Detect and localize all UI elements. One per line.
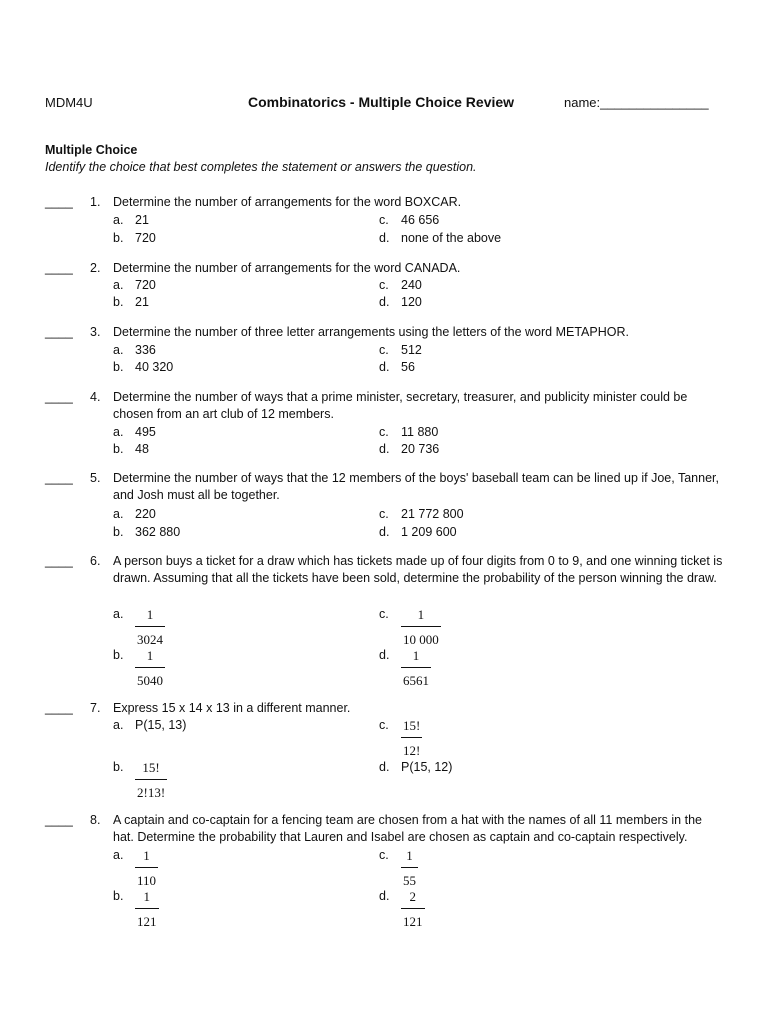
fraction-bar xyxy=(401,737,422,738)
choice-value: 495 xyxy=(135,425,156,439)
choice-value: 21 772 800 xyxy=(401,507,464,521)
fraction xyxy=(401,606,441,648)
denominator: 3024 xyxy=(137,632,163,647)
choice-letter: d. xyxy=(379,648,390,662)
choice-letter: a. xyxy=(113,607,124,621)
choice-value: 362 880 xyxy=(135,525,181,539)
question-number: 4. xyxy=(90,390,101,404)
choice-letter: c. xyxy=(379,607,389,621)
fraction xyxy=(401,647,431,689)
choice-value: 11 880 xyxy=(401,425,439,439)
denominator: 5040 xyxy=(137,673,163,688)
fraction-bar xyxy=(135,667,165,668)
answer-blank[interactable]: ____ xyxy=(45,471,73,485)
choice-letter: c. xyxy=(379,278,389,292)
choice-letter: d. xyxy=(379,889,390,903)
fraction xyxy=(401,888,425,930)
fraction xyxy=(401,717,422,759)
choice-value: 240 xyxy=(401,278,422,292)
denominator: 6561 xyxy=(403,673,429,688)
numerator: 15! xyxy=(142,760,160,775)
denominator: 2!13! xyxy=(137,785,166,800)
choice-letter: d. xyxy=(379,760,390,774)
fraction-bar xyxy=(135,626,165,627)
question-number: 5. xyxy=(90,471,101,485)
choice-letter: a. xyxy=(113,278,124,292)
choice-value: 512 xyxy=(401,343,422,357)
choice-letter: a. xyxy=(113,425,124,439)
answer-blank[interactable]: ____ xyxy=(45,390,73,404)
denominator: 10 000 xyxy=(403,632,439,647)
fraction xyxy=(135,847,158,889)
choice-value: P(15, 12) xyxy=(401,760,453,774)
choice-letter: a. xyxy=(113,343,124,357)
choice-letter: a. xyxy=(113,718,124,732)
question-text: Express 15 x 14 x 13 in a different manner. xyxy=(113,701,351,715)
fraction-bar xyxy=(135,779,167,780)
fraction-bar xyxy=(135,908,159,909)
choice-value: none of the above xyxy=(401,231,502,245)
choice-letter: a. xyxy=(113,848,124,862)
choice-letter: c. xyxy=(379,718,389,732)
choice-letter: d. xyxy=(379,360,390,374)
fraction xyxy=(135,606,165,648)
choice-letter: b. xyxy=(113,442,124,456)
choice-letter: b. xyxy=(113,889,124,903)
numerator: 1 xyxy=(146,648,154,663)
denominator: 55 xyxy=(403,873,416,888)
choice-letter: c. xyxy=(379,848,389,862)
choice-letter: b. xyxy=(113,360,124,374)
course-code: MDM4U xyxy=(45,95,93,110)
choice-letter: b. xyxy=(113,760,124,774)
choice-letter: b. xyxy=(113,525,124,539)
question-text: Determine the number of arrangements for the word CANADA. xyxy=(113,261,461,275)
numerator: 1 xyxy=(143,889,150,904)
choice-letter: b. xyxy=(113,648,124,662)
choice-value: P(15, 13) xyxy=(135,718,187,732)
fraction xyxy=(401,847,418,889)
choice-letter: a. xyxy=(113,213,124,227)
choice-value: 48 xyxy=(135,442,149,456)
fraction xyxy=(135,888,159,930)
choice-value: 40 320 xyxy=(135,360,174,374)
question-text: Determine the number of three letter arrangements using the letters of the word METAPHOR. xyxy=(113,325,629,339)
choice-value: 46 656 xyxy=(401,213,440,227)
choice-value: 336 xyxy=(135,343,156,357)
question-number: 8. xyxy=(90,813,101,827)
name-field[interactable]: name:_______________ xyxy=(564,95,709,110)
choice-letter: c. xyxy=(379,213,389,227)
fraction xyxy=(135,759,167,801)
page-title: Combinatorics - Multiple Choice Review xyxy=(248,94,515,110)
choice-value: 220 xyxy=(135,507,156,521)
choice-letter: c. xyxy=(379,343,389,357)
numerator: 1 xyxy=(143,848,150,863)
question-text: Determine the number of ways that the 12 members of the boys' baseball team can be lined up if Joe, Tanner, and Josh must all be together. xyxy=(113,471,719,502)
fraction xyxy=(135,647,165,689)
choice-value: 56 xyxy=(401,360,415,374)
question-text: Determine the number of ways that a prime minister, secretary, treasurer, and publicity minister could be chosen from an art club of 12 members. xyxy=(113,390,688,421)
choice-value: 21 xyxy=(135,295,149,309)
answer-blank[interactable]: ____ xyxy=(45,554,73,568)
choice-letter: d. xyxy=(379,442,390,456)
answer-blank[interactable]: ____ xyxy=(45,701,73,715)
fraction-bar xyxy=(401,867,418,868)
fraction-bar xyxy=(401,908,425,909)
choice-letter: a. xyxy=(113,507,124,521)
choice-letter: d. xyxy=(379,295,390,309)
fraction-bar xyxy=(401,667,431,668)
numerator: 1 xyxy=(406,848,413,863)
question-number: 3. xyxy=(90,325,101,339)
choice-letter: b. xyxy=(113,295,124,309)
section-instructions: Identify the choice that best completes the statement or answers the question. xyxy=(45,160,477,174)
question-number: 1. xyxy=(90,195,101,209)
fraction-bar xyxy=(401,626,441,627)
numerator: 15! xyxy=(403,718,421,733)
question-number: 6. xyxy=(90,554,101,568)
answer-blank[interactable]: ____ xyxy=(45,195,73,209)
question-number: 7. xyxy=(90,701,101,715)
fraction-bar xyxy=(135,867,158,868)
choice-letter: c. xyxy=(379,507,389,521)
answer-blank[interactable]: ____ xyxy=(45,813,73,827)
question-text: A captain and co-captain for a fencing team are chosen from a hat with the names of all 11 members in the hat. Determine the probability that Lauren and Isabel are chosen as captain and co-captain respectively. xyxy=(113,813,702,844)
numerator: 1 xyxy=(417,607,425,622)
denominator: 12! xyxy=(403,743,421,758)
choice-letter: c. xyxy=(379,425,389,439)
choice-value: 20 736 xyxy=(401,442,440,456)
denominator: 121 xyxy=(137,914,157,929)
choice-value: 720 xyxy=(135,278,156,292)
choice-value: 21 xyxy=(135,213,149,227)
section-heading: Multiple Choice xyxy=(45,143,138,157)
answer-blank[interactable]: ____ xyxy=(45,261,73,275)
numerator: 1 xyxy=(146,607,154,622)
question-text: Determine the number of arrangements for the word BOXCAR. xyxy=(113,195,462,209)
answer-blank[interactable]: ____ xyxy=(45,325,73,339)
numerator: 1 xyxy=(412,648,420,663)
choice-letter: d. xyxy=(379,231,390,245)
choice-value: 120 xyxy=(401,295,422,309)
choice-letter: d. xyxy=(379,525,390,539)
question-number: 2. xyxy=(90,261,101,275)
denominator: 110 xyxy=(137,873,157,888)
choice-letter: b. xyxy=(113,231,124,245)
question-text: A person buys a ticket for a draw which has tickets made up of four digits from 0 to 9, and one winning ticket is drawn. Assuming that all the tickets have been sold, determine the probability of the person winning the draw. xyxy=(113,554,723,585)
choice-value: 1 209 600 xyxy=(401,525,457,539)
numerator: 2 xyxy=(409,889,416,904)
denominator: 121 xyxy=(403,914,423,929)
choice-value: 720 xyxy=(135,231,156,245)
